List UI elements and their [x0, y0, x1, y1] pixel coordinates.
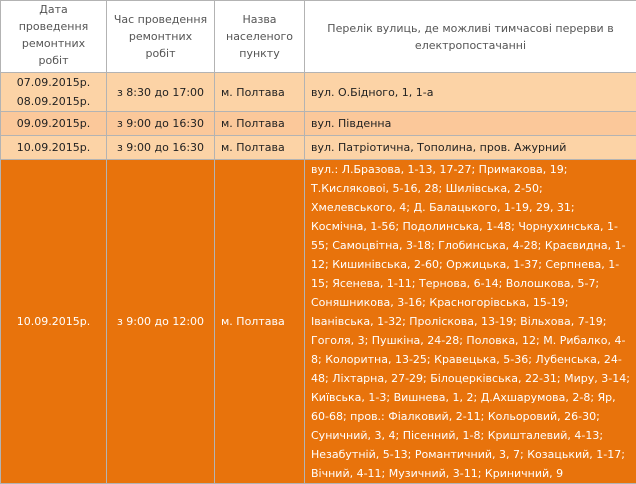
- row-place: м. Полтава: [215, 136, 305, 160]
- row-date: 10.09.2015р.: [1, 160, 107, 484]
- row-place: м. Полтава: [215, 73, 305, 112]
- row-date: 09.09.2015р.: [1, 112, 107, 136]
- header-time: Час проведення ремонтних робіт: [107, 1, 215, 73]
- header-date: Дата проведення ремонтних робіт: [1, 1, 107, 73]
- row-streets: вул. О.Бідного, 1, 1-а: [305, 73, 636, 112]
- header-place: Назва населеного пункту: [215, 1, 305, 73]
- row-time: з 9:00 до 12:00: [107, 160, 215, 484]
- row-date-line2: 08.09.2015р.: [7, 92, 100, 111]
- row-date: [1, 73, 107, 112]
- row-streets: вул. Патріотична, Тополина, пров. Ажурний: [305, 136, 636, 160]
- row-streets: вул. Південна: [305, 112, 636, 136]
- table-row: [1, 160, 636, 484]
- table-header-row: [1, 1, 636, 73]
- table-row: [1, 73, 636, 112]
- row-place: м. Полтава: [215, 160, 305, 484]
- row-place: м. Полтава: [215, 112, 305, 136]
- table-row: [1, 136, 636, 160]
- row-time: з 9:00 до 16:30: [107, 112, 215, 136]
- table-row: [1, 112, 636, 136]
- header-streets: Перелік вулиць, де можливі тимчасові перерви в електропостачанні: [305, 1, 636, 73]
- row-date-line1: 07.09.2015р.: [7, 73, 100, 92]
- row-date: 10.09.2015р.: [1, 136, 107, 160]
- row-time: з 8:30 до 17:00: [107, 73, 215, 112]
- row-streets: вул.: Л.Бразова, 1-13, 17-27; Примакова, 19; Т.Кисляковоі, 5-16, 28; Шилівська, 2-50; Хмелевського, 4; Д. Балацького, 1-19, 29, 31; Космічна, 1-56; Подолинська, 1-48; Чорнухинська, 1-55; Самоцвітна, 3-18; Глобинська, 4-28; Краєвидна, 1-12; Кишинівська, 2-60; Оржицька, 1-37; Серпнева, 1-15; Ясенева, 1-11; Тернова, 6-14; Волошкова, 5-7; Соняшникова, 3-16; Красногорівська, 15-19; Іванівська, 1-32; Пролiскова, 13-19; Вільхова, 7-19; Гоголя, 3; Пушкіна, 24-28; Половка, 12; М. Рибалко, 4-8; Колоритна, 13-25; Кравецька, 5-36; Лубенська, 24-48; Ліхтарна, 27-29; Білоцерківська, 22-31; Миру, 3-14; Київська, 1-3; Вишнева, 1, 2; Д.Ахшарумова, 2-8; Яр, 60-68; пров.: Фіалковий, 2-11; Кольоровий, 26-30; Суничний, 3, 4; Пісенний, 1-8; Кришталевий, 4-13; Незабутній, 5-13; Романтичний, 3, 7; Козацький, 1-17; Вічний, 4-11; Музичний, 3-11; Криничний, 9: [305, 160, 636, 484]
- row-time: з 9:00 до 16:30: [107, 136, 215, 160]
